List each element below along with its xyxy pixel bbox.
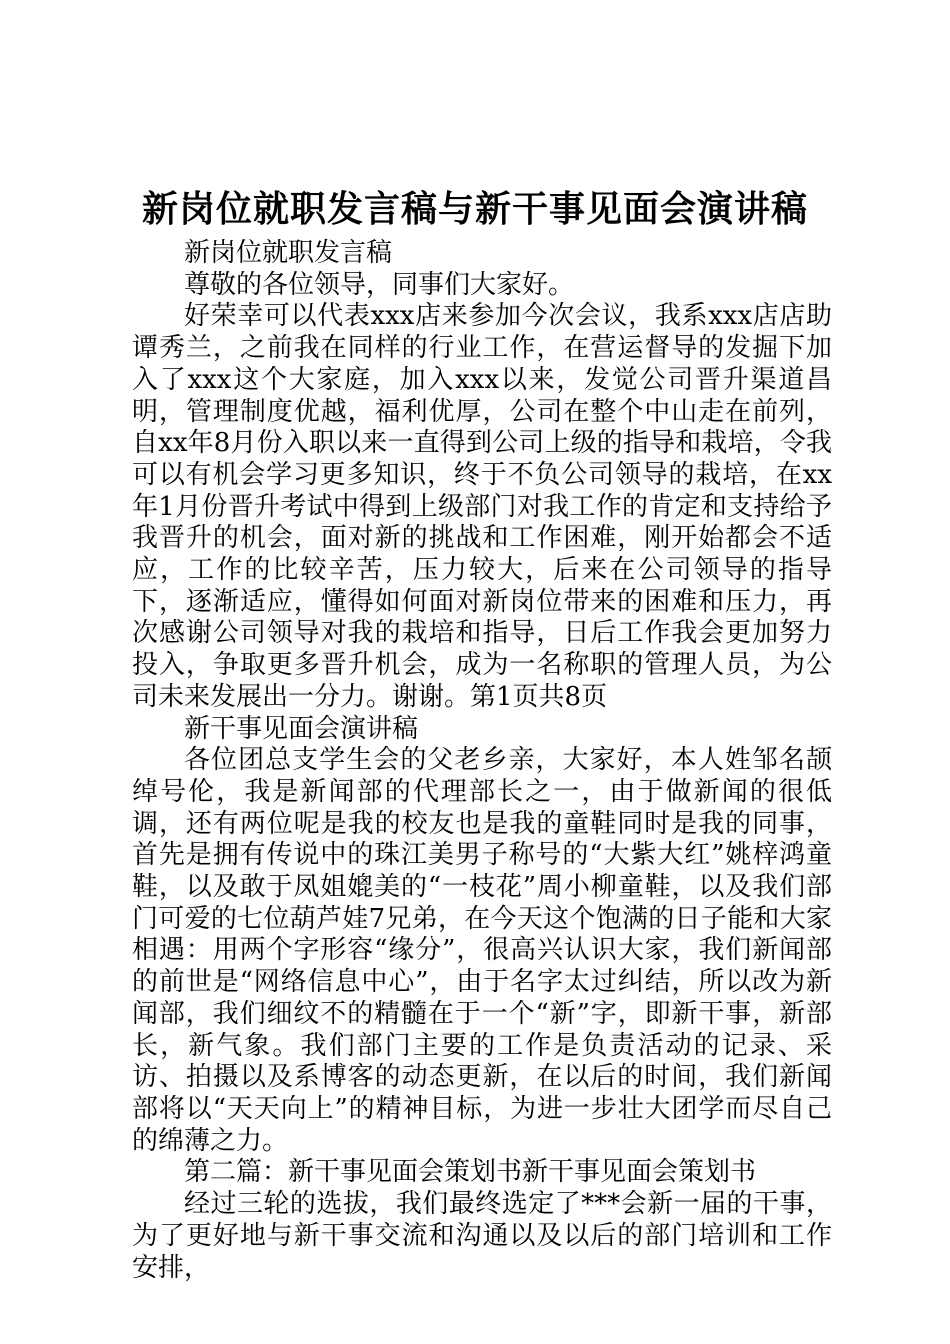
greeting-paragraph: 尊敬的各位领导，同事们大家好。 [184,269,575,300]
section-heading-part-two: 第二篇：新干事见面会策划书新干事见面会策划书 [184,1157,757,1188]
new-staff-speech-paragraph: 各位团总支学生会的父老乡亲，大家好，本人姓邹名颉绰号伦，我是新闻部的代理部长之一，由于做新闻的很低调，还有两位呢是我的校友也是我的童鞋同时是我的同事，首先是拥有传说中的珠江美男子称号的“大紫大红”姚梓鸿童鞋，以及敢于凤姐媲美的“一枝花”周小柳童鞋，以及我们部门可爱的七位葫芦娃7兄弟，在今天这个饱满的日子能和大家相遇：用两个字形容“缘分”，很高兴认识大家，我们新闻部的前世是“网络信息中心”，由于名字太过纠结，所以改为新闻部，我们细纹不的精髓在于一个“新”字，即新干事，新部长，新气象。我们部门主要的工作是负责活动的记录、采访、拍摄以及系博客的动态更新，在以后的时间，我们新闻部将以“天天向上”的精神目标，为进一步壮大团学而尽自己的绵薄之力。 [132,745,832,1156]
document-body [132,238,832,1284]
inauguration-speech-paragraph: 好荣幸可以代表xxx店来参加今次会议，我系xxx店店助谭秀兰，之前我在同样的行业工作，在营运督导的发掘下加入了xxx这个大家庭，加入xxx以来，发觉公司晋升渠道昌明，管理制度优越，福利优厚，公司在整个中山走在前列，自xx年8月份入职以来一直得到公司上级的指导和栽培，令我可以有机会学习更多知识，终于不负公司领导的栽培，在xx年1月份晋升考试中得到上级部门对我工作的肯定和支持给予我晋升的机会，面对新的挑战和工作困难，刚开始都会不适应，工作的比较辛苦，压力较大，后来在公司领导的指导下，逐渐适应，懂得如何面对新岗位带来的困难和压力，再次感谢公司领导对我的栽培和指导，日后工作我会更加努力投入，争取更多晋升机会，成为一名称职的管理人员，为公司未来发展出一分力。谢谢。第1页共8页 [132,301,832,712]
section-heading-inauguration: 新岗位就职发言稿 [184,238,393,268]
section-heading-new-staff: 新干事见面会演讲稿 [184,713,419,744]
planning-paragraph: 经过三轮的选拔，我们最终选定了***会新一届的干事，为了更好地与新干事交流和沟通以及以后的部门培训和工作安排， [132,1189,832,1283]
document-title: 新岗位就职发言稿与新干事见面会演讲稿 [141,188,808,230]
